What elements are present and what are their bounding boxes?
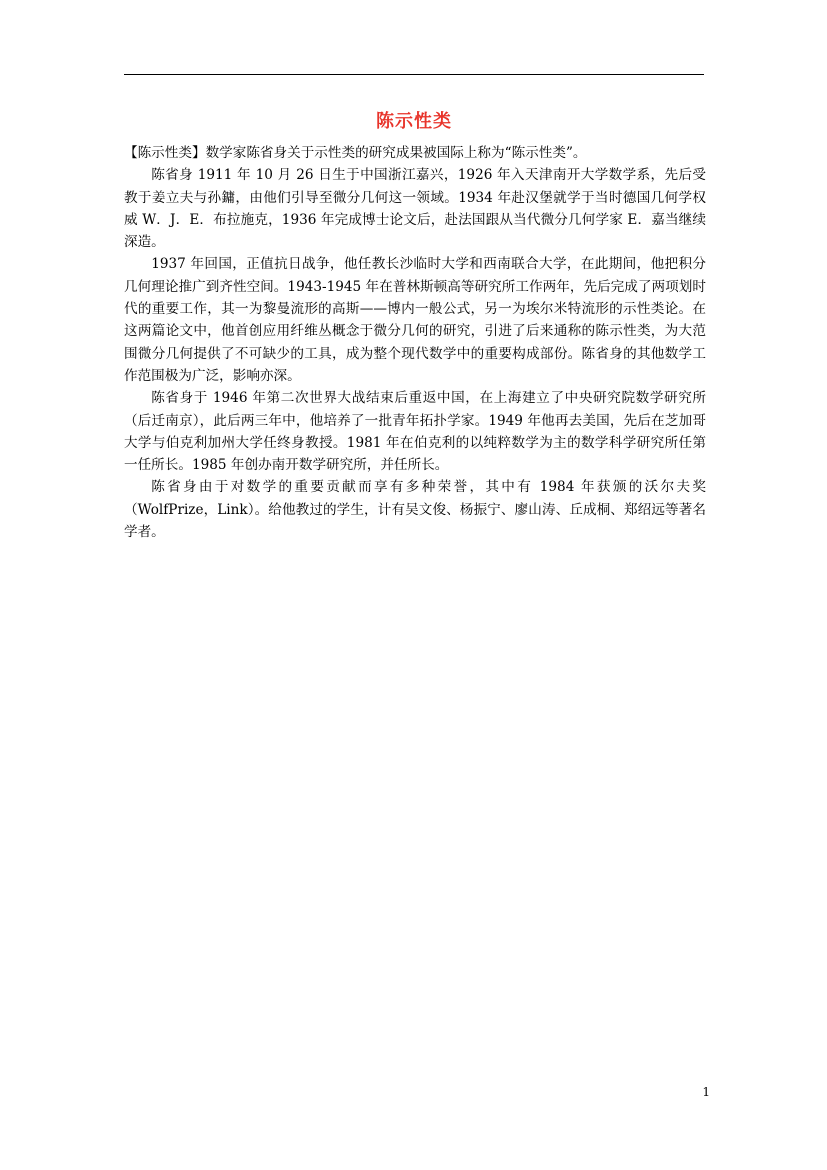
body-paragraph-3: 陈省身于 1946 年第二次世界大战结束后重返中国，在上海建立了中央研究院数学研究所（后迁南京），此后两三年中，他培养了一批青年拓扑学家。1949 年他再去美国，先后在芝加哥大学与伯克利加州大学任终身教授。1981 年在伯克利的以纯粹数学为主的数学科学研究所任第一任所长。1985 年创办南开数学研究所，并任所长。 bbox=[124, 390, 706, 474]
term-definition: 数学家陈省身关于示性类的研究成果被国际上称为“陈示性类”。 bbox=[205, 145, 587, 161]
intro-paragraph bbox=[124, 142, 706, 164]
page-number: 1 bbox=[702, 1085, 710, 1099]
page-title: 陈示性类 bbox=[376, 111, 452, 132]
body-paragraph-4: 陈省身由于对数学的重要贡献而享有多种荣誉，其中有 1984 年获颁的沃尔夫奖（WolfPrize，Link）。给他教过的学生，计有吴文俊、杨振宁、廖山涛、丘成桐、郑绍远等著名学者。 bbox=[124, 479, 706, 541]
header-rule bbox=[124, 74, 704, 75]
document-body bbox=[124, 142, 706, 543]
term-label: 【陈示性类】 bbox=[124, 145, 206, 161]
body-paragraph-1: 陈省身 1911 年 10 月 26 日生于中国浙江嘉兴，1926 年入天津南开大学数学系，先后受教于姜立夫与孙鏞，由他们引导至微分几何这一领域。1934 年赴汉堡就学于当时德国几何学权威 W．J．E．布拉施克，1936 年完成博士论文后，赴法国跟从当代微分几何学家 E．嘉当继续深造。 bbox=[124, 167, 706, 251]
body-paragraph-2: 1937 年回国，正值抗日战争，他任教长沙临时大学和西南联合大学，在此期间，他把积分几何理论推广到齐性空间。1943-1945 年在普林斯顿高等研究所工作两年，先后完成了两项划时代的重要工作，其一为黎曼流形的高斯——博内一般公式，另一为埃尔米特流形的示性类论。在这两篇论文中，他首创应用纤维丛概念于微分几何的研究，引进了后来通称的陈示性类，为大范围微分几何提供了不可缺少的工具，成为整个现代数学中的重要构成部份。陈省身的其他数学工作范围极为广泛，影响亦深。 bbox=[124, 256, 706, 384]
